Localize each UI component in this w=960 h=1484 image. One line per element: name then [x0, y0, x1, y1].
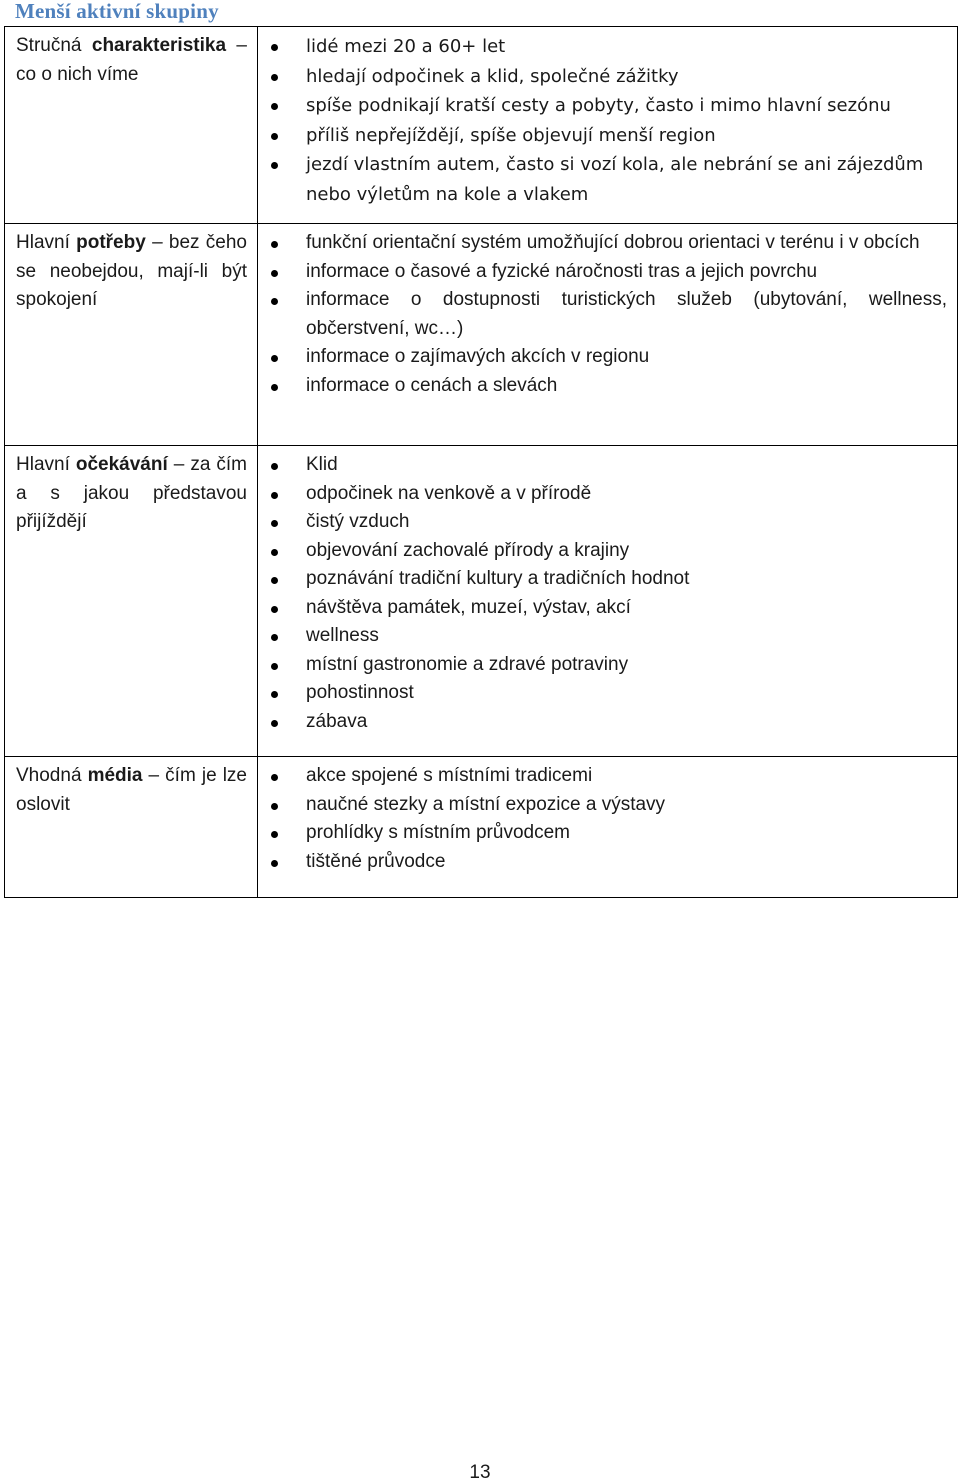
bullet-icon: [271, 133, 278, 140]
list-item-text: informace o dostupnosti turistických služeb (ubytování, wellness, občerstvení, wc…): [306, 289, 947, 339]
list-item: [258, 708, 947, 737]
list-item-text: příliš nepřejíždějí, spíše objevují menší region: [306, 124, 716, 146]
list-item: [258, 62, 947, 92]
bullet-icon: [271, 774, 278, 781]
bullet-icon: [271, 44, 278, 51]
list-item: [258, 565, 947, 594]
row-label: [5, 446, 257, 537]
bullet-icon: [271, 606, 278, 613]
bullet-icon: [271, 74, 278, 81]
bullet-icon: [271, 720, 278, 727]
list-item-text: informace o zajímavých akcích v regionu: [306, 346, 650, 367]
row-label-suffix: – čím je lze oslovit: [16, 765, 247, 815]
row-label: [5, 27, 257, 89]
list-item: [258, 594, 947, 623]
row-label-cell: [5, 446, 258, 757]
row-label: [5, 224, 257, 315]
row-label-suffix: – co o nich víme: [16, 35, 247, 85]
list-item-text: zábava: [306, 710, 368, 732]
bullet-list: [258, 27, 957, 223]
row-label-cell: [5, 27, 258, 224]
list-item: [258, 508, 947, 537]
list-item-text: návštěva památek, muzeí, výstav, akcí: [306, 596, 631, 618]
row-label-keyword: charakteristika: [91, 35, 227, 56]
list-item-text: tištěné průvodce: [306, 850, 446, 872]
list-item-text: objevování zachovalé přírody a krajiny: [306, 539, 630, 561]
bullet-icon: [271, 577, 278, 584]
bullet-icon: [271, 298, 278, 305]
list-item-text: lidé mezi 20 a 60+ let: [306, 36, 506, 57]
list-item: [258, 651, 947, 680]
list-item: [258, 791, 947, 820]
list-item-text: jezdí vlastním autem, často si vozí kola, ale nebrání se ani zájezdům nebo výletům na kole a vlakem: [306, 154, 924, 205]
list-item: [258, 848, 947, 877]
row-content-cell: [258, 27, 958, 224]
list-item: [258, 343, 947, 372]
list-item: [258, 480, 947, 509]
list-item: [258, 258, 947, 287]
list-item-text: hledají odpočinek a klid, společné zážitky: [306, 65, 679, 87]
list-item: [258, 622, 947, 651]
row-label-prefix: Stručná: [16, 35, 92, 56]
list-item: [258, 762, 947, 791]
list-item: [258, 286, 947, 343]
list-item: [258, 372, 947, 401]
bullet-icon: [271, 663, 278, 670]
row-label-keyword: potřeby: [76, 232, 146, 253]
bullet-icon: [271, 634, 278, 641]
list-item: [258, 451, 947, 480]
list-item-text: místní gastronomie a zdravé potraviny: [306, 653, 629, 675]
row-label-suffix: – za čím a s jakou představou přijíždějí: [16, 454, 247, 532]
section-heading: Menší aktivní skupiny: [15, 0, 219, 23]
row-needs: [5, 224, 958, 446]
row-label-cell: [5, 224, 258, 446]
bullet-icon: [271, 831, 278, 838]
bullet-icon: [271, 384, 278, 391]
bullet-icon: [271, 520, 278, 527]
list-item: [258, 150, 947, 209]
bullet-icon: [271, 463, 278, 470]
bullet-icon: [271, 549, 278, 556]
list-item-text: Klid: [306, 454, 338, 475]
row-content-cell: [258, 757, 958, 898]
bullet-list: [258, 224, 957, 414]
list-item-text: informace o cenách a slevách: [306, 374, 558, 396]
row-label-suffix: – bez čeho se neobejdou, mají-li být spokojení: [16, 232, 247, 310]
bullet-icon: [271, 691, 278, 698]
bullet-icon: [271, 103, 278, 110]
list-item-text: poznávání tradiční kultury a tradičních hodnot: [306, 568, 690, 589]
row-content-cell: [258, 224, 958, 446]
list-item-text: informace o časové a fyzické náročnosti tras a jejich povrchu: [306, 260, 818, 282]
row-label-keyword: očekávání: [75, 454, 168, 475]
bullet-icon: [271, 241, 278, 248]
list-item: [258, 32, 947, 62]
page-number: 13: [469, 1462, 491, 1483]
list-item-text: naučné stezky a místní expozice a výstavy: [306, 793, 666, 815]
list-item-text: akce spojené s místními tradicemi: [306, 765, 593, 786]
bullet-icon: [271, 803, 278, 810]
list-item-text: pohostinnost: [306, 682, 414, 703]
row-label-prefix: Vhodná: [16, 765, 88, 786]
list-item: [258, 679, 947, 708]
row-label-keyword: média: [87, 765, 143, 786]
list-item-text: odpočinek na venkově a v přírodě: [306, 482, 592, 504]
target-group-table: [4, 26, 958, 898]
list-item: [258, 91, 947, 121]
list-item: [258, 229, 947, 258]
row-expectations: [5, 446, 958, 757]
bullet-icon: [271, 355, 278, 362]
row-content-cell: [258, 446, 958, 757]
list-item: [258, 537, 947, 566]
list-item: [258, 819, 947, 848]
bullet-list: [258, 757, 957, 890]
list-item-text: prohlídky s místním průvodcem: [306, 822, 570, 843]
row-media: [5, 757, 958, 898]
row-label: [5, 757, 257, 819]
row-characteristics: [5, 27, 958, 224]
bullet-icon: [271, 270, 278, 277]
row-label-cell: [5, 757, 258, 898]
list-item: [258, 121, 947, 151]
bullet-icon: [271, 860, 278, 867]
bullet-list: [258, 446, 957, 750]
row-label-prefix: Hlavní: [16, 454, 76, 475]
list-item-text: wellness: [306, 625, 379, 646]
list-item-text: funkční orientační systém umožňující dobrou orientaci v terénu i v obcích: [306, 232, 920, 253]
bullet-icon: [271, 492, 278, 499]
list-item-text: čistý vzduch: [306, 511, 410, 532]
list-item-text: spíše podnikají kratší cesty a pobyty, často i mimo hlavní sezónu: [306, 95, 891, 116]
row-label-prefix: Hlavní: [16, 232, 77, 253]
bullet-icon: [271, 162, 278, 169]
